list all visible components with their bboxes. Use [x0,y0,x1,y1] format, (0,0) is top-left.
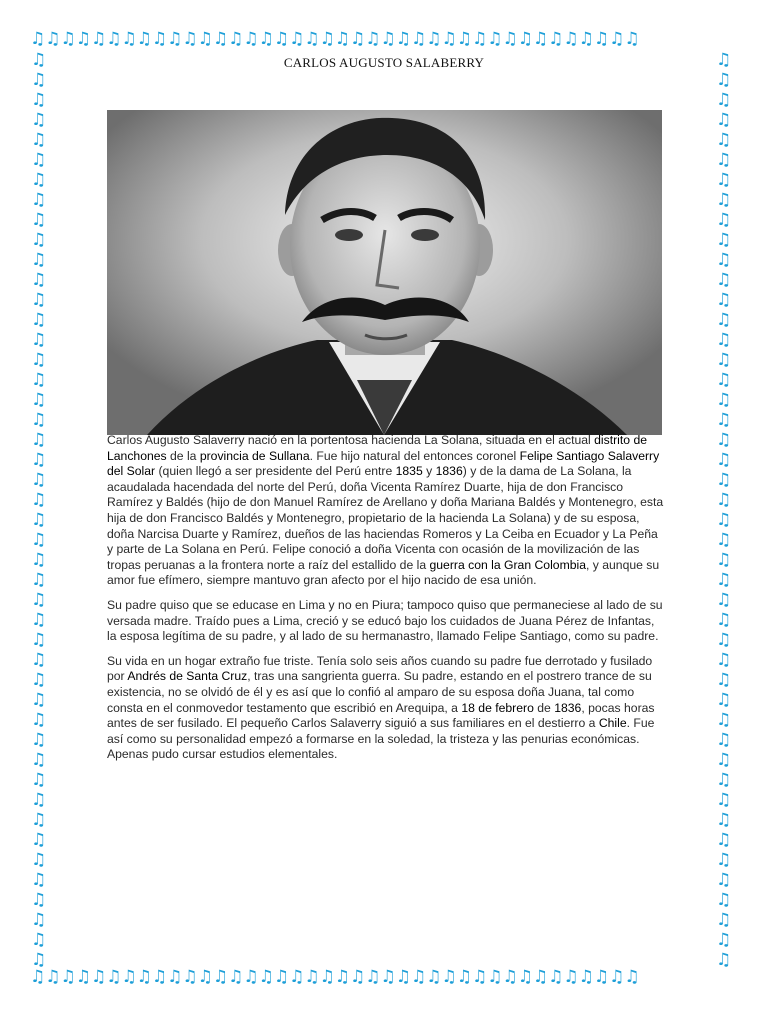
paragraph-3: Su vida en un hogar extraño fue triste. Tenía solo seis años cuando su padre fue derrotado y fusilado por Andrés de Santa Cruz, tras una sangrienta guerra. Su padre, estando en el postrero trance de su existencia, no se olvidó de él y es así que lo confió al amparo de su esposa doña Juana, tal como consta en el conmovedor testamento que escribió en Arequipa, a 18 de febrero de 1836, pocas horas antes de ser fusilado. El pequeño Carlos Salaverry siguió a sus familiares en el destierro a Chile. Fue así como su personalidad empezó a formarse en la soledad, la tristeza y las penurias económicas. Apenas pudo cursar estudios elementales. [107,653,655,762]
link-chile[interactable]: Chile [598,716,627,731]
link-1836[interactable]: 1836 [435,464,463,479]
link-distrito-lanchones[interactable]: distrito de Lanchones [107,433,647,463]
document-title: CARLOS AUGUSTO SALABERRY [283,55,485,70]
link-1836-b[interactable]: 1836 [554,700,582,715]
music-note-border-bottom: ♫♫♫♫♫♫♫♫♫♫♫♫♫♫♫♫♫♫♫♫♫♫♫♫♫♫♫♫♫♫♫♫♫♫♫♫♫♫♫♫ [30,967,640,987]
music-note-border-left: ♫♫♫♫♫♫♫♫♫♫♫♫♫♫♫♫♫♫♫♫♫♫♫♫♫♫♫♫♫♫♫♫♫♫♫♫♫♫♫♫♫♫♫♫♫♫ [31,50,47,968]
music-note-border-right: ♫♫♫♫♫♫♫♫♫♫♫♫♫♫♫♫♫♫♫♫♫♫♫♫♫♫♫♫♫♫♫♫♫♫♫♫♫♫♫♫♫♫♫♫♫♫ [716,50,732,968]
link-provincia-sullana[interactable]: provincia de Sullana [199,448,310,463]
biography-text [107,433,667,772]
paragraph-1: Carlos Augusto Salaverry nació en la portentosa hacienda La Solana, situada en el actual distrito de Lanchones de la provincia de Sullana. Fue hijo natural del entonces coronel Felipe Santiago Salaverry del Solar (quien llegó a ser presidente del Perú entre 1835 y 1836) y de la dama de La Solana, la acaudalada hacendada del norte del Perú, doña Vicenta Ramírez Duarte, hija de don Francisco Ramírez y Baldés (hijo de don Manuel Ramírez de Arellano y doña Mariana Baldés y Montenegro, esta hija de don Francisco Baldés y Montenegro, propietario de la hacienda La Solana) y de su esposa, doña Narcisa Duarte y Ramírez, dueños de las haciendas Romeros y La Ceiba en Ecuador y La Peña y parte de La Solana en Perú. Felipe conoció a doña Vicenta con ocasión de la movilización de las tropas peruanas a la frontera norte a raíz del estallido de la guerra con la Gran Colombia, y aunque su amor fue efímero, siempre mantuvo gran afecto por el hijo nacido de esa unión. [107,433,664,588]
music-note-border-top: ♫♫♫♫♫♫♫♫♫♫♫♫♫♫♫♫♫♫♫♫♫♫♫♫♫♫♫♫♫♫♫♫♫♫♫♫♫♫♫♫ [30,29,640,49]
link-andres-santa-cruz[interactable]: Andrés de Santa Cruz [127,669,248,684]
link-18-febrero[interactable]: 18 de febrero [461,700,534,715]
portrait-image [107,110,662,435]
link-1835[interactable]: 1835 [395,464,423,479]
portrait-illustration [107,110,662,435]
link-felipe-santiago-salaverry[interactable]: Felipe Santiago Salaverry del Solar [107,448,660,479]
paragraph-2: Su padre quiso que se educase en Lima y no en Piura; tampoco quiso que permaneciese al lado de su versada madre. Traído pues a Lima, creció y se educó bajo los cuidados de Juana Pérez de Infantas, la esposa legítima de su padre, y al lado de su hermanastro, llamado Felipe Santiago, como su padre. [107,597,663,644]
link-guerra-gran-colombia[interactable]: guerra con la Gran Colombia [429,557,586,572]
